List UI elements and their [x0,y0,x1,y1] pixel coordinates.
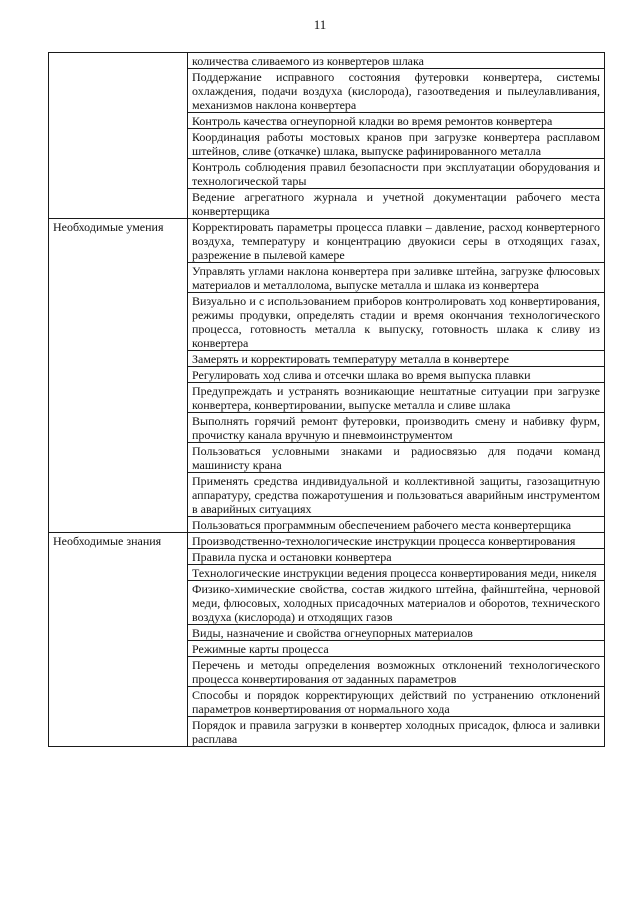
requirement-item: Выполнять горячий ремонт футеровки, производить смену и набивку фурм, прочистку канала вручную и пневмоинструментом [188,413,605,443]
requirement-item: Виды, назначение и свойства огнеупорных материалов [188,625,605,641]
requirement-item: Регулировать ход слива и отсечки шлака во время выпуска плавки [188,367,605,383]
requirement-item: Порядок и правила загрузки в конвертер холодных присадок, флюса и заливки расплава [188,717,605,747]
requirement-item: Замерять и корректировать температуру металла в конвертере [188,351,605,367]
requirement-item: Ведение агрегатного журнала и учетной документации рабочего места конвертерщика [188,189,605,219]
requirement-item: Контроль соблюдения правил безопасности при эксплуатации оборудования и технологической тары [188,159,605,189]
section-label: Необходимые знания [49,533,188,747]
requirement-item: Пользоваться условными знаками и радиосвязью для подачи команд машинисту крана [188,443,605,473]
page-number: 11 [313,17,327,32]
requirement-item: Управлять углами наклона конвертера при заливке штейна, загрузке флюсовых материалов и металлолома, выпуске металла и шлака из конвертера [188,263,605,293]
requirement-item: Физико-химические свойства, состав жидкого штейна, файнштейна, черновой меди, флюсовых, холодных присадочных материалов и оборотов, технического воздуха (кислорода) и отходящих газов [188,581,605,625]
table-row [49,533,605,549]
table-row [49,53,605,69]
requirement-item: Производственно-технологические инструкции процесса конвертирования [188,533,605,549]
requirement-item: Предупреждать и устранять возникающие нештатные ситуации при загрузке конвертера, конвертировании, выпуске металла и сливе шлака [188,383,605,413]
requirement-item: Перечень и методы определения возможных отклонений технологического процесса конвертирования от заданных параметров [188,657,605,687]
table-row [49,219,605,263]
requirement-item: Режимные карты процесса [188,641,605,657]
requirement-item: количества сливаемого из конвертеров шлака [188,53,605,69]
requirements-table [48,52,605,747]
table-body [49,53,605,747]
requirement-item: Визуально и с использованием приборов контролировать ход конвертирования, режимы продувки, определять стадии и время окончания технологического процесса, готовность металла к выпуску, готовность шлака к сливу из конвертера [188,293,605,351]
section-label: Необходимые умения [49,219,188,533]
requirement-item: Поддержание исправного состояния футеровки конвертера, системы охлаждения, подачи воздуха (кислорода), газоотведения и пылеулавливания, механизмов наклона конвертера [188,69,605,113]
section-label [49,53,188,219]
requirement-item: Правила пуска и остановки конвертера [188,549,605,565]
requirement-item: Координация работы мостовых кранов при загрузке конвертера расплавом штейнов, сливе (откачке) шлака, выпуске рафинированного металла [188,129,605,159]
requirement-item: Технологические инструкции ведения процесса конвертирования меди, никеля [188,565,605,581]
requirement-item: Пользоваться программным обеспечением рабочего места конвертерщика [188,517,605,533]
requirement-item: Контроль качества огнеупорной кладки во время ремонтов конвертера [188,113,605,129]
requirement-item: Способы и порядок корректирующих действий по устранению отклонений параметров конвертирования от нормального хода [188,687,605,717]
requirement-item: Корректировать параметры процесса плавки – давление, расход конвертерного воздуха, температуру и концентрацию двуокиси серы в отходящих газах, разрежение в пылевой камере [188,219,605,263]
requirement-item: Применять средства индивидуальной и коллективной защиты, газозащитную аппаратуру, средства пожаротушения и пользоваться аварийным инструментом в аварийных ситуациях [188,473,605,517]
